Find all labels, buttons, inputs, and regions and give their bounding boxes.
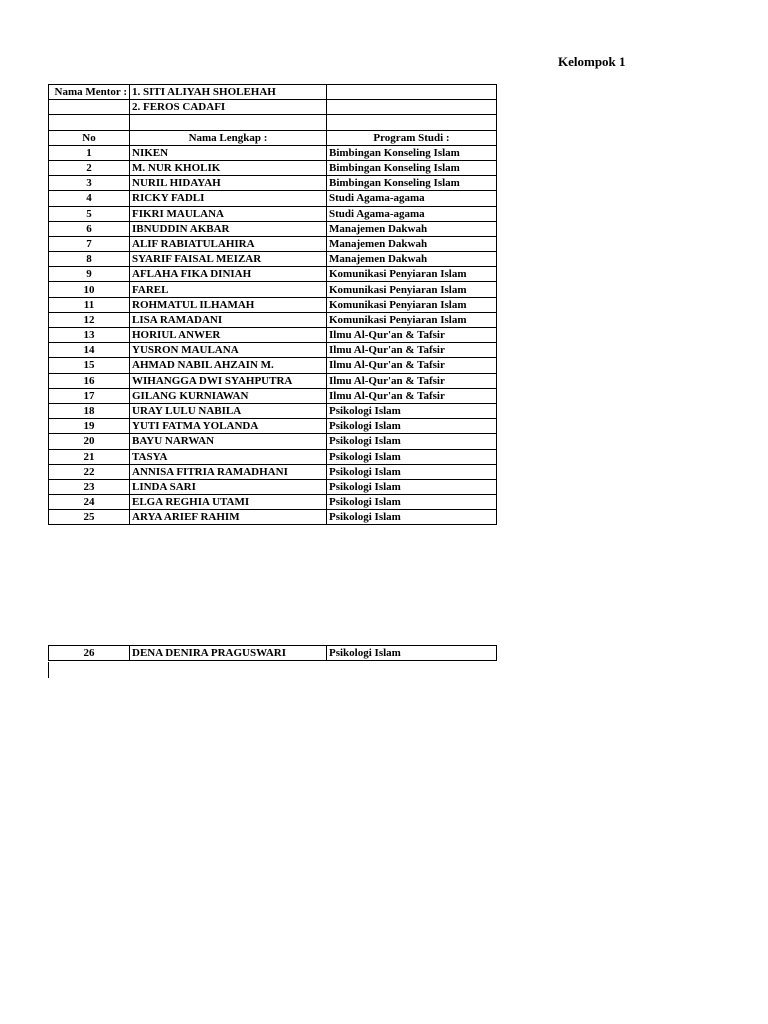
- row-number: 19: [49, 419, 130, 434]
- program-name: Ilmu Al-Qur'an & Tafsir: [327, 373, 497, 388]
- program-name: Komunikasi Penyiaran Islam: [327, 267, 497, 282]
- member-name: WIHANGGA DWI SYAHPUTRA: [130, 373, 327, 388]
- row-number: 26: [49, 646, 130, 661]
- row-number: 1: [49, 145, 130, 160]
- member-name: GILANG KURNIAWAN: [130, 388, 327, 403]
- program-name: Manajemen Dakwah: [327, 236, 497, 251]
- program-name: Komunikasi Penyiaran Islam: [327, 312, 497, 327]
- member-name: ANNISA FITRIA RAMADHANI: [130, 464, 327, 479]
- program-name: Bimbingan Konseling Islam: [327, 160, 497, 175]
- table-row: [49, 206, 497, 221]
- program-name: Psikologi Islam: [327, 479, 497, 494]
- mentor-row-1: [49, 85, 497, 100]
- row-number: 2: [49, 160, 130, 175]
- row-number: 11: [49, 297, 130, 312]
- mentor-name-2: 2. FEROS CADAFI: [130, 100, 327, 115]
- spacer-row: [49, 115, 497, 130]
- member-name: FAREL: [130, 282, 327, 297]
- member-name: RICKY FADLI: [130, 191, 327, 206]
- row-number: 6: [49, 221, 130, 236]
- row-number: 18: [49, 403, 130, 418]
- empty-cell: [327, 115, 497, 130]
- table-row: [49, 191, 497, 206]
- empty-cell: [49, 115, 130, 130]
- table-row: [49, 282, 497, 297]
- table-row: [49, 495, 497, 510]
- member-name: YUTI FATMA YOLANDA: [130, 419, 327, 434]
- row-number: 4: [49, 191, 130, 206]
- program-name: Bimbingan Konseling Islam: [327, 176, 497, 191]
- table-row: [49, 646, 497, 661]
- header-row: [49, 130, 497, 145]
- empty-cell: [327, 85, 497, 100]
- table-row: [49, 373, 497, 388]
- table-row: [49, 419, 497, 434]
- program-name: Ilmu Al-Qur'an & Tafsir: [327, 388, 497, 403]
- table-row: [49, 297, 497, 312]
- row-number: 14: [49, 343, 130, 358]
- program-name: Ilmu Al-Qur'an & Tafsir: [327, 343, 497, 358]
- member-name: YUSRON MAULANA: [130, 343, 327, 358]
- member-name: HORIUL ANWER: [130, 328, 327, 343]
- table-row: [49, 221, 497, 236]
- member-name: AFLAHA FIKA DINIAH: [130, 267, 327, 282]
- empty-cell: [49, 100, 130, 115]
- empty-cell: [327, 100, 497, 115]
- row-number: 13: [49, 328, 130, 343]
- member-name: FIKRI MAULANA: [130, 206, 327, 221]
- row-number: 17: [49, 388, 130, 403]
- row-number: 16: [49, 373, 130, 388]
- row-number: 21: [49, 449, 130, 464]
- row-number: 24: [49, 495, 130, 510]
- row-number: 15: [49, 358, 130, 373]
- extra-member-table: [48, 645, 497, 661]
- program-name: Manajemen Dakwah: [327, 252, 497, 267]
- mentor-row-2: [49, 100, 497, 115]
- row-number: 8: [49, 252, 130, 267]
- member-name: AHMAD NABIL AHZAIN M.: [130, 358, 327, 373]
- row-number: 12: [49, 312, 130, 327]
- member-name: LISA RAMADANI: [130, 312, 327, 327]
- program-name: Studi Agama-agama: [327, 191, 497, 206]
- header-name: Nama Lengkap :: [130, 130, 327, 145]
- member-table: [48, 84, 497, 525]
- table-row: [49, 267, 497, 282]
- table-row: [49, 449, 497, 464]
- table-row: [49, 464, 497, 479]
- member-name: ALIF RABIATULAHIRA: [130, 236, 327, 251]
- mentor-label: Nama Mentor :: [49, 85, 130, 100]
- row-number: 25: [49, 510, 130, 525]
- table-row: [49, 312, 497, 327]
- row-number: 22: [49, 464, 130, 479]
- table-row: [49, 343, 497, 358]
- program-name: Psikologi Islam: [327, 646, 497, 661]
- header-program: Program Studi :: [327, 130, 497, 145]
- program-name: Ilmu Al-Qur'an & Tafsir: [327, 328, 497, 343]
- member-name: SYARIF FAISAL MEIZAR: [130, 252, 327, 267]
- row-number: 3: [49, 176, 130, 191]
- table-row: [49, 252, 497, 267]
- row-number: 7: [49, 236, 130, 251]
- program-name: Psikologi Islam: [327, 449, 497, 464]
- row-number: 9: [49, 267, 130, 282]
- member-name: BAYU NARWAN: [130, 434, 327, 449]
- row-number: 5: [49, 206, 130, 221]
- program-name: Komunikasi Penyiaran Islam: [327, 282, 497, 297]
- program-name: Psikologi Islam: [327, 419, 497, 434]
- program-name: Komunikasi Penyiaran Islam: [327, 297, 497, 312]
- table-row: [49, 160, 497, 175]
- group-title: Kelompok 1: [558, 54, 626, 69]
- program-name: Psikologi Islam: [327, 510, 497, 525]
- member-name: NURIL HIDAYAH: [130, 176, 327, 191]
- program-name: Ilmu Al-Qur'an & Tafsir: [327, 358, 497, 373]
- program-name: Psikologi Islam: [327, 464, 497, 479]
- program-name: Psikologi Islam: [327, 403, 497, 418]
- program-name: Bimbingan Konseling Islam: [327, 145, 497, 160]
- program-name: Manajemen Dakwah: [327, 221, 497, 236]
- member-name: M. NUR KHOLIK: [130, 160, 327, 175]
- table-border-stub: [48, 662, 49, 678]
- program-name: Studi Agama-agama: [327, 206, 497, 221]
- mentor-name-1: 1. SITI ALIYAH SHOLEHAH: [130, 85, 327, 100]
- row-number: 10: [49, 282, 130, 297]
- program-name: Psikologi Islam: [327, 495, 497, 510]
- table-row: [49, 145, 497, 160]
- table-row: [49, 328, 497, 343]
- table-row: [49, 434, 497, 449]
- table-row: [49, 403, 497, 418]
- row-number: 23: [49, 479, 130, 494]
- member-name: LINDA SARI: [130, 479, 327, 494]
- member-name: IBNUDDIN AKBAR: [130, 221, 327, 236]
- table-row: [49, 358, 497, 373]
- row-number: 20: [49, 434, 130, 449]
- table-row: [49, 510, 497, 525]
- table-row: [49, 176, 497, 191]
- member-name: ROHMATUL ILHAMAH: [130, 297, 327, 312]
- member-name: NIKEN: [130, 145, 327, 160]
- member-name: URAY LULU NABILA: [130, 403, 327, 418]
- member-name: DENA DENIRA PRAGUSWARI: [130, 646, 327, 661]
- empty-cell: [130, 115, 327, 130]
- table-row: [49, 236, 497, 251]
- program-name: Psikologi Islam: [327, 434, 497, 449]
- table-row: [49, 388, 497, 403]
- member-name: ELGA REGHIA UTAMI: [130, 495, 327, 510]
- table-row: [49, 479, 497, 494]
- member-name: TASYA: [130, 449, 327, 464]
- member-name: ARYA ARIEF RAHIM: [130, 510, 327, 525]
- header-no: No: [49, 130, 130, 145]
